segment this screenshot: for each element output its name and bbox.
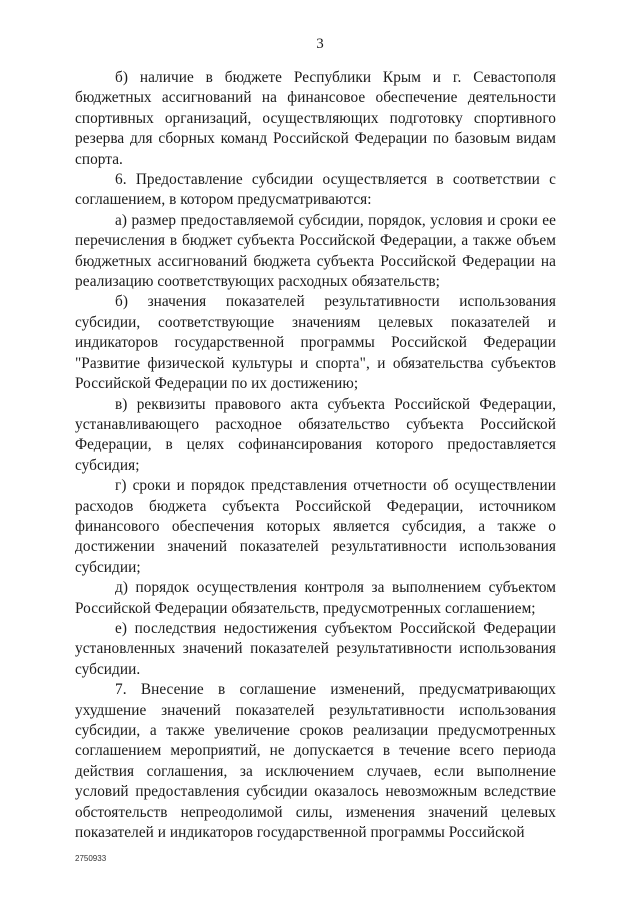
page-number: 3 [316,36,324,52]
paragraph-7: 7. Внесение в соглашение изменений, предусматривающих ухудшение значений показателей результативности использования субсидии, а также увеличение сроков реализации предусмотренных соглашением мероприятий, не допускается в течение всего периода действия соглашения, за исключением случаев, если выполнение условий предоставления субсидии оказалось невозможным вследствие обстоятельств непреодолимой силы, изменения значений целевых показателей и индикаторов государственной программы Российской [75,681,556,842]
paragraph-6b: б) значения показателей результативности использования субсидии, соответствующие значениям целевых показателей и индикаторов государственной программы Российской Федерации "Развитие физической культуры и спорта", и обязательства субъектов Российской Федерации по их достижению; [75,293,556,393]
paragraph-6d: д) порядок осуществления контроля за выполнением субъектом Российской Федерации обязательств, предусмотренных соглашением; [75,579,556,617]
paragraph-6e: е) последствия недостижения субъектом Российской Федерации установленных значений показателей результативности использования субсидии. [75,619,556,678]
document-code: 2750933 [75,854,107,863]
paragraph-6v: в) реквизиты правового акта субъекта Российской Федерации, устанавливающего расходное обязательство субъекта Российской Федерации, в целях софинансирования которого предоставляется субсидия; [75,395,556,474]
document-body [75,68,556,843]
paragraph-5b: б) наличие в бюджете Республики Крым и г. Севастополя бюджетных ассигнований на финансовое обеспечение деятельности спортивных организаций, осуществляющих подготовку спортивного резерва для сборных команд Российской Федерации по базовым видам спорта. [75,69,556,168]
paragraph-6a: а) размер предоставляемой субсидии, порядок, условия и сроки ее перечисления в бюджет субъекта Российской Федерации, а также объем бюджетных ассигнований бюджета субъекта Российской Федерации на реализацию соответствующих расходных обязательств; [75,211,556,291]
paragraph-6: 6. Предоставление субсидии осуществляется в соответствии с соглашением, в котором предусматриваются: [75,171,556,209]
paragraph-6g: г) сроки и порядок представления отчетности об осуществлении расходов бюджета субъекта Российской Федерации, источником финансового обеспечения которых является субсидия, а также о достижении значений показателей результативности использования субсидии; [75,477,556,576]
